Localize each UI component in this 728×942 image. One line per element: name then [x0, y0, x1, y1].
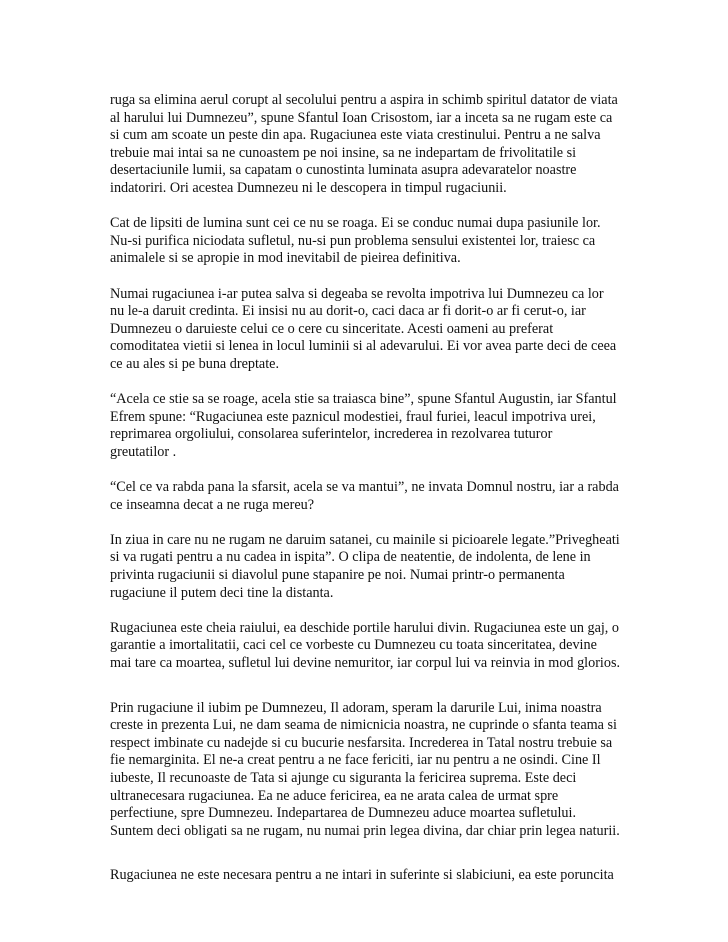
- paragraph-gap: [110, 461, 622, 479]
- paragraph-8: [110, 700, 622, 841]
- text-line: nu le-a daruit credinta. Ei insisi nu au dorit-o, caci daca ar fi dorit-o ar fi cerut-o, iar: [110, 303, 586, 320]
- paragraph-7: [110, 620, 622, 673]
- text-line: Rugaciunea este cheia raiului, ea deschide portile harului divin. Rugaciunea este un gaj, o: [110, 619, 619, 636]
- text-line: Prin rugaciune il iubim pe Dumnezeu, Il adoram, speram la darurile Lui, inima noastra: [110, 699, 602, 716]
- text-line: “Acela ce stie sa se roage, acela stie sa traiasca bine”, spune Sfantul Augustin, iar Sfantul: [110, 391, 617, 408]
- text-line: desertaciunile lumii, sa capatam o cunostinta luminata asupra adevaratelor noastre: [110, 162, 577, 179]
- paragraph-gap: [110, 374, 622, 392]
- text-line: Dumnezeu o daruieste celui ce o cere cu sinceritate. Acesti oameni au preferat: [110, 320, 554, 337]
- document-body: [110, 92, 622, 885]
- text-line: ce inseamna decat a ne ruga mereu?: [110, 496, 315, 513]
- text-line: Rugaciunea ne este necesara pentru a ne intari in suferinte si slabiciuni, ea este poruncita: [110, 867, 614, 884]
- text-line: rugaciune il putem deci tine la distanta.: [110, 584, 334, 601]
- text-line: respect imbinate cu nadejde si cu bucurie nesfarsita. Increderea in Tatal nostru trebuie sa: [110, 734, 613, 751]
- paragraph-3: [110, 286, 622, 374]
- text-line: greutatilor .: [110, 443, 177, 460]
- paragraph-9: [110, 867, 622, 885]
- text-line: ultranecesara rugaciunea. Ea ne aduce fericirea, ea ne arata calea de urmat spre: [110, 787, 559, 804]
- paragraph-1: [110, 92, 622, 198]
- paragraph-gap: [110, 268, 622, 286]
- paragraph-6: [110, 532, 622, 602]
- text-line: perfectiune, spre Dumnezeu. Indepartarea de Dumnezeu aduce moartea sufletului.: [110, 805, 576, 822]
- text-line: Suntem deci obligati sa ne rugam, nu numai prin legea divina, dar chiar prin legea naturii.: [110, 822, 620, 839]
- text-line: Efrem spune: “Rugaciunea este paznicul modestiei, fraul furiei, leacul impotriva urei,: [110, 408, 596, 425]
- paragraph-gap: [110, 198, 622, 216]
- text-line: creste in prezenta Lui, ne dam seama de nimicnicia noastra, ne cuprinde o sfanta teama si: [110, 717, 617, 734]
- paragraph-gap: [110, 602, 622, 620]
- paragraph-4: [110, 391, 622, 461]
- text-line: privinta rugaciunii si diavolul pune stapanire pe noi. Numai printr-o permanenta: [110, 567, 565, 584]
- text-line: trebuie mai intai sa ne cunoastem pe noi insine, sa ne indepartam de frivolitatile si: [110, 144, 577, 161]
- paragraph-gap: [110, 840, 622, 867]
- text-line: ruga sa elimina aerul corupt al secolului pentru a aspira in schimb spiritul datator de viata: [110, 92, 618, 108]
- paragraph-5: [110, 479, 622, 514]
- text-line: Nu-si purifica niciodata sufletul, nu-si pun problema sensului existentei lor, traiesc ca: [110, 232, 596, 249]
- text-line: si va rugati pentru a nu cadea in ispita”. O clipa de neatentie, de indolenta, de lene in: [110, 549, 591, 566]
- text-line: fie nemarginita. El ne-a creat pentru a ne face fericiti, iar nu pentru a ne osindi. Cine Il: [110, 752, 601, 769]
- paragraph-gap: [110, 673, 622, 700]
- text-line: si cum am scoate un peste din apa. Rugaciunea este viata crestinului. Pentru a ne salva: [110, 127, 601, 144]
- text-line: Numai rugaciunea i-ar putea salva si degeaba se revolta impotriva lui Dumnezeu ca lor: [110, 285, 604, 302]
- text-line: “Cel ce va rabda pana la sfarsit, acela se va mantui”, ne invata Domnul nostru, iar a rabda: [110, 479, 619, 496]
- text-line: iubeste, Il recunoaste de Tata si ajunge cu siguranta la fericirea suprema. Este deci: [110, 769, 577, 786]
- text-line: reprimarea orgoliului, consolarea suferintelor, increderea in rezolvarea tuturor: [110, 426, 553, 443]
- text-line: animalele si se apropie in mod inevitabil de pieirea definitiva.: [110, 250, 461, 267]
- text-line: In ziua in care nu ne rugam ne daruim satanei, cu mainile si picioarele legate.”Privegheati: [110, 531, 620, 548]
- text-line: mai tare ca moartea, sufletul lui devine nemuritor, iar corpul lui va reinvia in mod glorios.: [110, 655, 621, 671]
- paragraph-gap: [110, 514, 622, 532]
- text-line: al harului lui Dumnezeu”, spune Sfantul Ioan Crisostom, iar a inceta sa ne rugam este ca: [110, 109, 613, 126]
- text-line: ce au ales si pe buna dreptate.: [110, 355, 279, 372]
- text-line: indatoriri. Ori acestea Dumnezeu ni le descopera in timpul rugaciunii.: [110, 179, 507, 196]
- text-line: comoditatea vietii si lenea in locul luminii si al adevarului. Ei vor avea parte deci de ceea: [110, 338, 617, 355]
- paragraph-2: [110, 215, 622, 268]
- text-line: Cat de lipsiti de lumina sunt cei ce nu se roaga. Ei se conduc numai dupa pasiunile lor.: [110, 215, 601, 232]
- text-line: garantie a imortalitatii, caci cel ce vorbeste cu Dumnezeu cu toata sinceritatea, devine: [110, 637, 597, 654]
